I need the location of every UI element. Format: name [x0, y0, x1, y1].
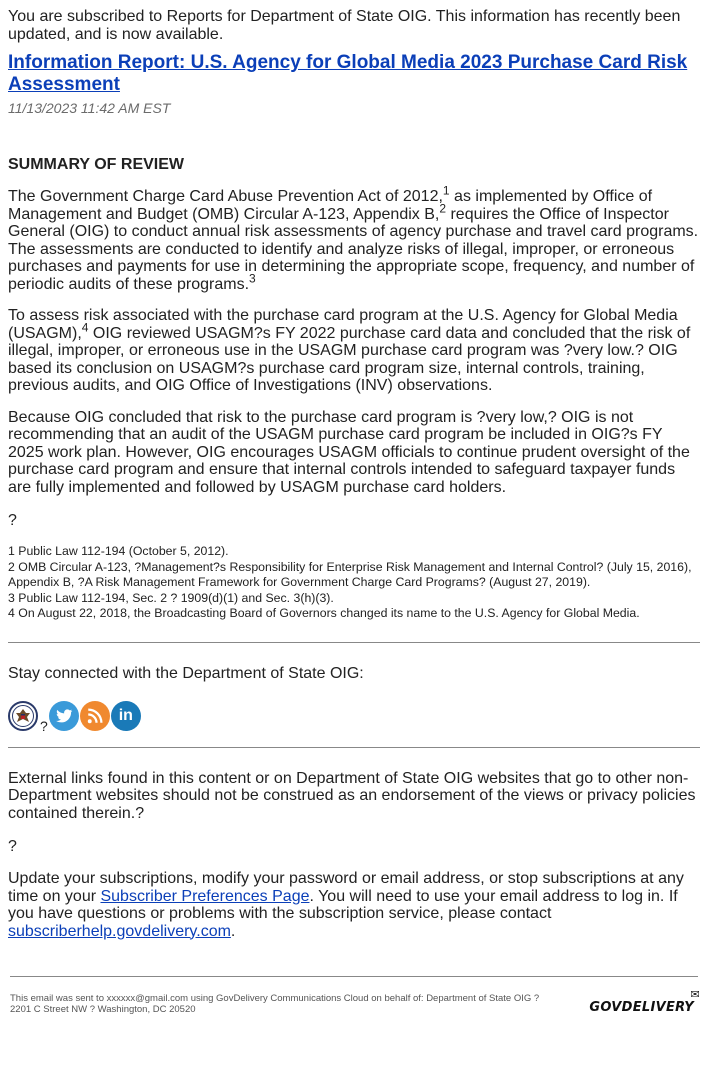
- footnote-ref-2: 2: [439, 201, 447, 216]
- subscription-intro: You are subscribed to Reports for Department of State OIG. This information has recently been updated, and is now available.: [8, 8, 681, 43]
- stay-connected-heading: Stay connected with the Department of State OIG:: [8, 664, 364, 682]
- footer-line-2: 2201 C Street NW ? Washington, DC 20520: [10, 1004, 196, 1015]
- stray-question-mark: ?: [8, 512, 17, 529]
- p1-text-c: requires the Office of Inspector General (OIG) to conduct annual risk assessments of agency purchase and travel card programs. The assessments are conducted to identify and analyze risks of illegal, improper, or erroneous purchases and payments for use in determining the appropriate scope, frequency, and number of periodic audits of these programs.: [8, 205, 699, 293]
- summary-paragraph-3: Because OIG concluded that risk to the purchase card program is ?very low,? OIG is not recommending that an audit of the USAGM purchase card program be included in OIG?s FY 2025 work plan. However, OIG encourages USAGM officials to continue prudent oversight of the purchase card program and ensure that internal controls intended to safeguard taxpayer funds are fully implemented and followed by USAGM purchase card holders.: [8, 408, 690, 496]
- external-links-notice: External links found in this content or on Department of State OIG websites that go to other non-Department websites should not be construed as an endorsement of the views or privacy policies contained therein.?: [8, 769, 696, 822]
- summary-paragraph-2: [8, 307, 700, 395]
- subscriber-help-link[interactable]: subscriberhelp.govdelivery.com: [8, 922, 231, 940]
- divider-2: [8, 747, 700, 748]
- linkedin-icon-label: in: [118, 706, 133, 724]
- footer-line-1: This email was sent to xxxxxx@gmail.com using GovDelivery Communications Cloud on behalf of: Department of State OIG ?: [10, 993, 540, 1004]
- divider: [8, 642, 700, 643]
- footnote-1: 1 Public Law 112-194 (October 5, 2012).: [8, 544, 229, 558]
- footer: [10, 988, 700, 1015]
- subscriber-preferences-link[interactable]: Subscriber Preferences Page: [100, 887, 310, 905]
- report-title-link[interactable]: Information Report: U.S. Agency for Global Media 2023 Purchase Card Risk Assessment: [8, 52, 688, 95]
- govdelivery-logo-text: GOVDELIVERY: [589, 1000, 694, 1015]
- report-date: 11/13/2023 11:42 AM EST: [8, 100, 171, 116]
- summary-heading: SUMMARY OF REVIEW: [8, 156, 185, 173]
- footnote-ref-4: 4: [81, 320, 89, 335]
- subscription-text-b: . You will need to use your email address to log in. If you have questions or problems with the subscription service, please contact: [8, 887, 678, 922]
- footer-address: [10, 993, 539, 1015]
- subscription-text-a: Update your subscriptions, modify your password or email address, or stop subscriptions at any time on your: [8, 870, 684, 905]
- subscription-text-c: .: [230, 922, 236, 940]
- footnote-3: 3 Public Law 112-194, Sec. 2 ? 1909(d)(1) and Sec. 3(h)(3).: [8, 590, 334, 605]
- rss-icon[interactable]: [80, 701, 110, 731]
- p1-text-b: as implemented by Office of Management and Budget (OMB) Circular A-123, Appendix B,: [8, 188, 653, 223]
- govdelivery-logo[interactable]: [589, 988, 700, 1015]
- state-seal-icon[interactable]: [8, 701, 38, 731]
- linkedin-icon[interactable]: [111, 701, 141, 731]
- footnotes: [8, 544, 700, 622]
- stray-question-mark-2: ?: [8, 838, 17, 855]
- social-icons: [8, 699, 700, 734]
- subscription-notice: [8, 870, 700, 940]
- summary-paragraph-1: [8, 183, 700, 293]
- footnote-ref-1: 1: [442, 183, 450, 198]
- footnote-ref-3: 3: [249, 271, 256, 286]
- twitter-icon[interactable]: [49, 701, 79, 731]
- p1-text-a: The Government Charge Card Abuse Prevention Act of 2012,: [8, 188, 443, 205]
- p2-text-b: OIG reviewed USAGM?s FY 2022 purchase card data and concluded that the risk of illegal, improper, or erroneous use in the USAGM purchase card program was ?very low.? OIG based its conclusion on USAGM?s purchase card program size, internal controls, training, previous audits, and OIG Office of Investigations (INV) observations.: [8, 324, 691, 394]
- p2-text-a: To assess risk associated with the purchase card program at the U.S. Agency for Global Media (USAGM),: [8, 307, 678, 342]
- envelope-icon: ✉: [690, 988, 700, 1001]
- footnote-4: 4 On August 22, 2018, the Broadcasting Board of Governors changed its name to the U.S. Agency for Global Media.: [8, 606, 640, 620]
- footer-divider: [10, 976, 698, 977]
- footnote-2: 2 OMB Circular A-123, ?Management?s Responsibility for Enterprise Risk Management and Internal Control? (July 15, 2016), Appendix B, ?A Risk Management Framework for Government Charge Card Programs? (August 27, 2019).: [8, 559, 692, 589]
- icon-separator: ?: [40, 717, 48, 734]
